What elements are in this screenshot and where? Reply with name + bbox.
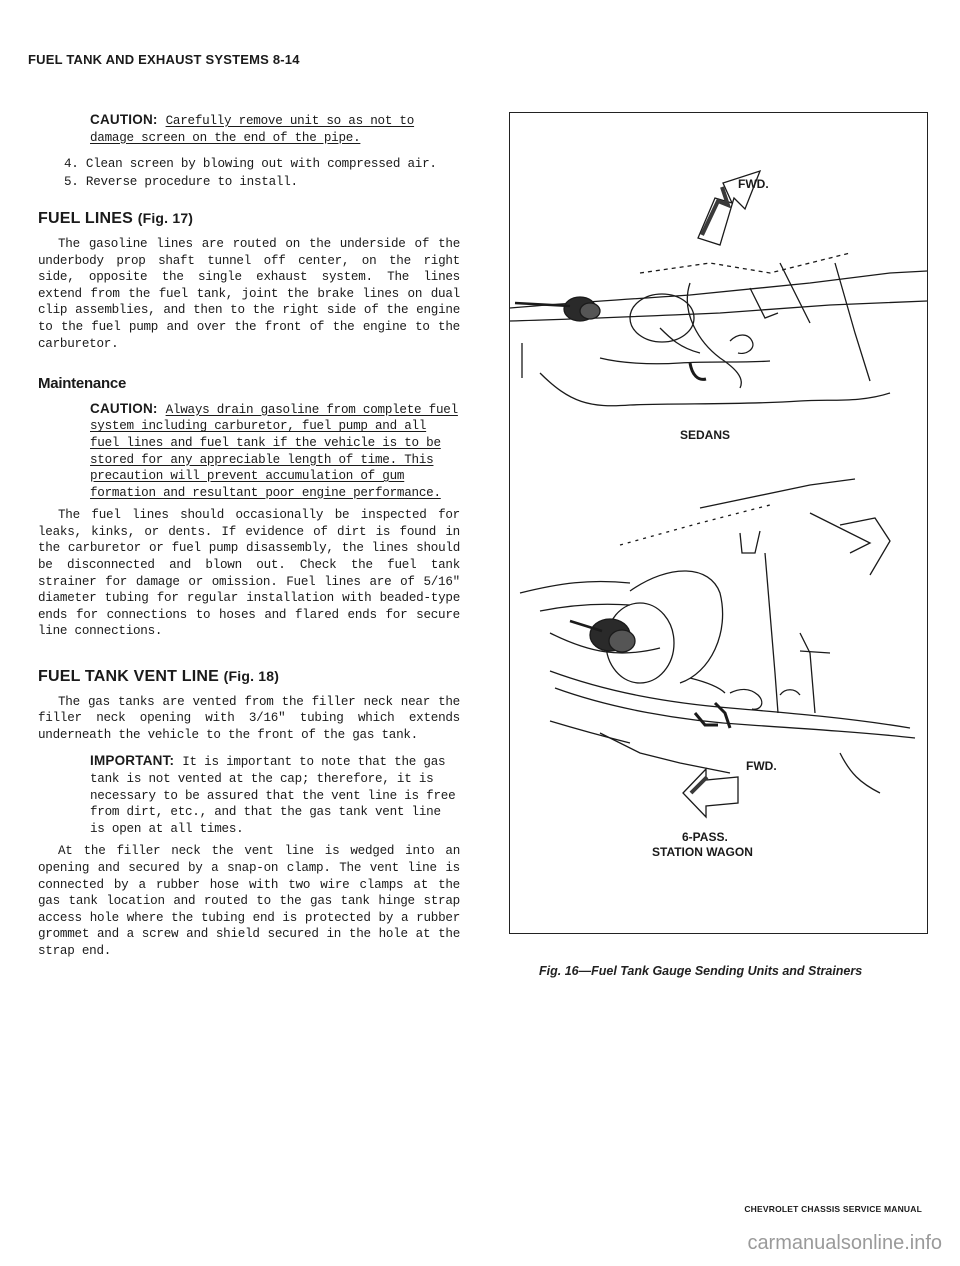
maintenance-caution — [90, 401, 460, 502]
maintenance-caution-text: Always drain gasoline from complete fuel system including carburetor, fuel pump and all fuel lines and fuel tank if the vehicle is to be stored for any appreciable length of time. This precaution will prevent accumulation of gum formation and resultant poor engine performance. — [90, 402, 458, 500]
caution-text-line1: Carefully remove unit so as not to — [165, 114, 415, 128]
footer: CHEVROLET CHASSIS SERVICE MANUAL — [744, 1204, 922, 1214]
caution-label: CAUTION: — [90, 112, 158, 127]
maintenance-caution-label: CAUTION: — [90, 400, 158, 416]
figure-16 — [509, 112, 928, 934]
step-list — [64, 156, 460, 190]
vent-line-paragraph-2: At the filler neck the vent line is wedged into an opening and secured by a snap-on clamp. The vent line is connected by a rubber hose with two wire clamps at the gas tank location and routed to the gas tank hinge strap access hole where the tubing end is protected by a rubber grommet and a screw and shield secured in the hole at the strap end. — [38, 844, 460, 958]
vent-line-heading-text: FUEL TANK VENT LINE — [38, 668, 219, 686]
step-4: 4. Clean screen by blowing out with compressed air. — [64, 157, 437, 172]
fuel-lines-paragraph: The gasoline lines are routed on the underside of the underbody prop shaft tunnel off center, on the right side, opposite the single exhaust system. The lines extend from the fuel tank, joint the brake lines on dual clip assemblies, and then to the right side of the engine to the fuel pump and over the front of the engine to the carburetor. — [38, 236, 460, 351]
important-label: IMPORTANT: — [90, 753, 175, 769]
caution-pipe — [90, 112, 460, 146]
fuel-lines-heading — [38, 210, 460, 228]
step-5: 5. Reverse procedure to install. — [64, 174, 298, 189]
fuel-lines-fig-ref: (Fig. 17) — [137, 210, 194, 227]
sedans-label: SEDANS — [680, 428, 731, 442]
vent-line-heading — [38, 668, 460, 686]
watermark: carmanualsonline.info — [747, 1232, 942, 1254]
vent-line-important — [90, 753, 460, 837]
vent-line-fig-ref: (Fig. 18) — [223, 668, 280, 685]
figure-caption: Fig. 16—Fuel Tank Gauge Sending Units and Strainers — [539, 964, 863, 978]
fuel-lines-heading-text: FUEL LINES — [38, 210, 134, 228]
wagon-label-line1: 6-PASS. — [682, 830, 728, 844]
maintenance-paragraph: The fuel lines should occasionally be inspected for leaks, kinks, or dents. If evidence of dirt is found in the carburetor or fuel pump disassembly, the lines should be disconnected and blown out. Check the fuel tank strainer for damage or omission. Fuel lines are of 5/16" diameter tubing for regular installation with beaded-type ends for connections to hoses and flared ends for secure line connections. — [38, 508, 460, 639]
fwd-label-bottom: FWD. — [746, 759, 777, 773]
caution-text-line2: damage screen on the end of the pipe. — [90, 130, 361, 145]
running-head: FUEL TANK AND EXHAUST SYSTEMS 8-14 — [28, 52, 300, 67]
vent-line-paragraph-1: The gas tanks are vented from the filler neck near the filler neck opening with 3/16" tubing which extends underneath the vehicle to the front of the gas tank. — [38, 694, 460, 742]
figure-illustration — [510, 113, 927, 933]
maintenance-heading: Maintenance — [38, 375, 127, 393]
wagon-label-line2: STATION WAGON — [652, 845, 753, 859]
important-text: It is important to note that the gas tank is not vented at the cap; therefore, it is necessary to be assured that the vent line is free from dirt, etc., and that the gas tank vent line is open at all times. — [90, 755, 456, 836]
left-column — [38, 112, 460, 970]
fwd-label-top: FWD. — [738, 177, 769, 191]
